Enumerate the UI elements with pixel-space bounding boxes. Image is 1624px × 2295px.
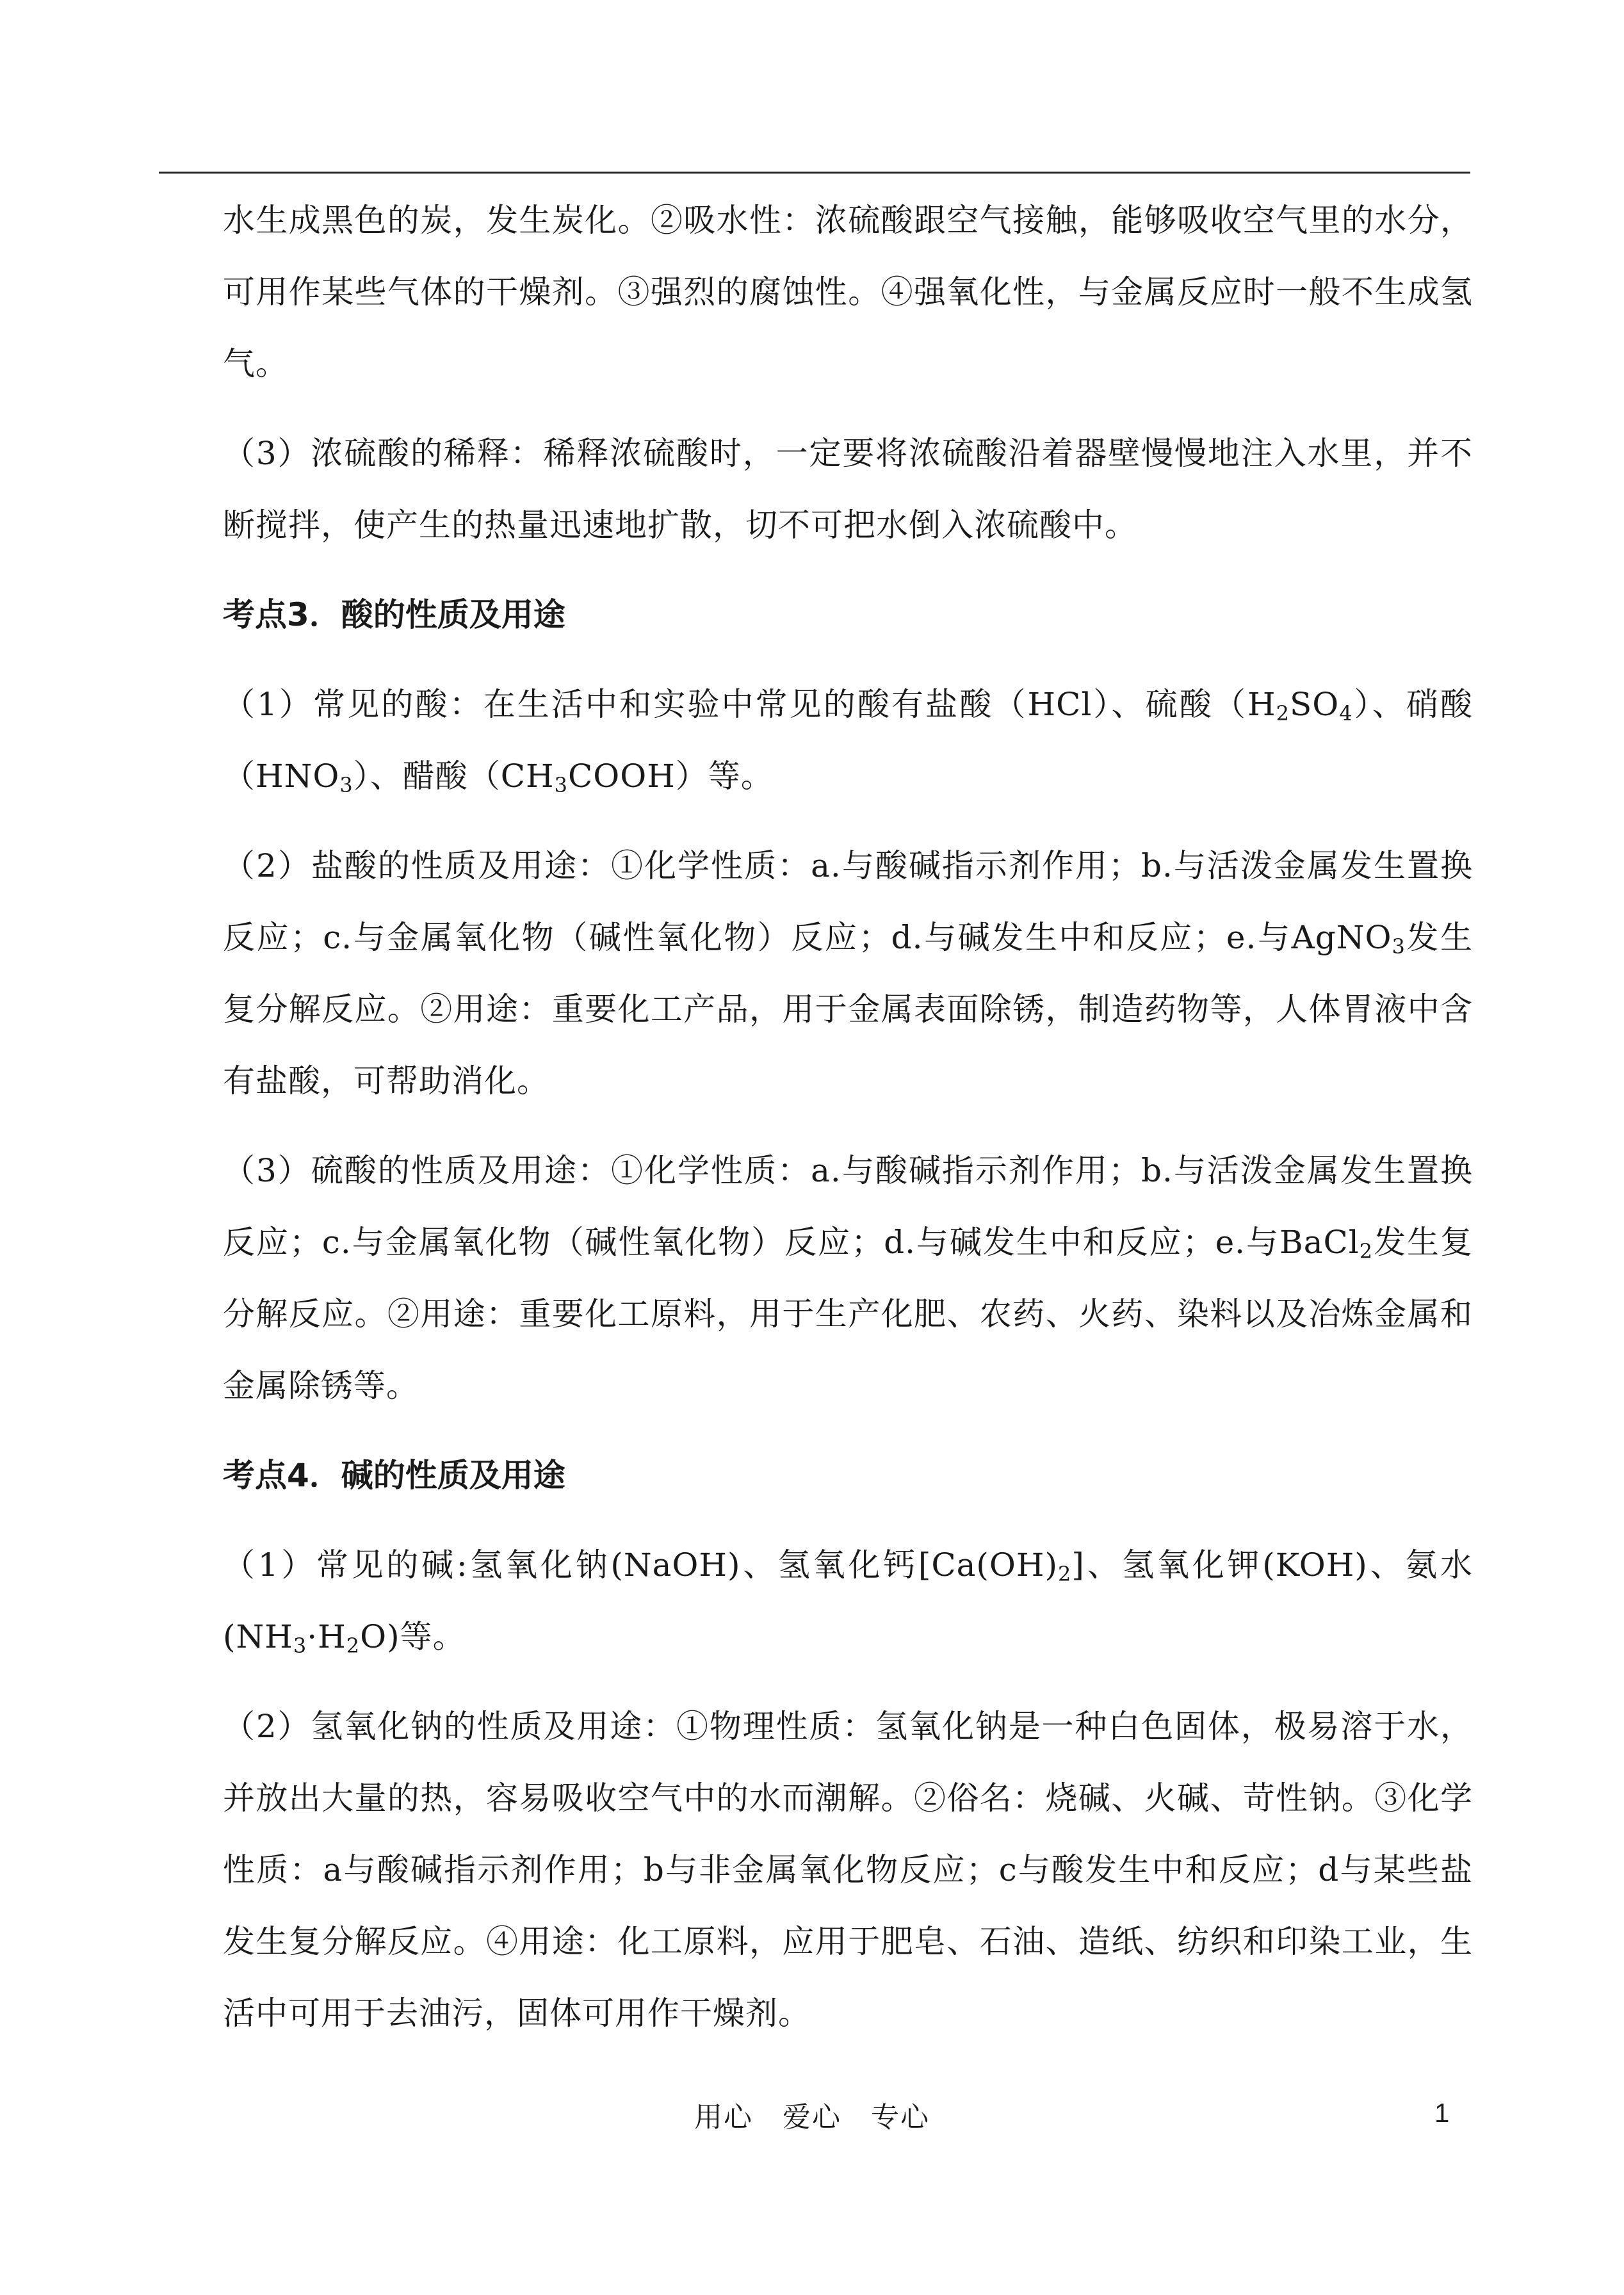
document-body <box>223 184 1473 2049</box>
paragraph-common-bases: （1）常见的碱:氢氧化钠(NaOH)、氢氧化钙$[Ca(OH)_2]$、氢氧化钾(KOH)、氨水$(NH_3\cdot H_2O)$等。 <box>223 1546 1473 1658</box>
paragraph-hydrochloric-acid: （2）盐酸的性质及用途：①化学性质：a.与酸碱指示剂作用；b.与活泼金属发生置换反应；c.与金属氧化物（碱性氧化物）反应；d.与碱发生中和反应；e.与AgNO$_3$发生复分解反应。②用途：重要化工产品，用于金属表面除锈，制造药物等，人体胃液中含有盐酸，可帮助消化。 <box>223 847 1474 1099</box>
heading-topic-3: 考点3．酸的性质及用途 <box>223 596 565 633</box>
paragraph-sulfuric-acid-uses: （3）硫酸的性质及用途：①化学性质：a.与酸碱指示剂作用；b.与活泼金属发生置换反应；c.与金属氧化物（碱性氧化物）反应；d.与碱发生中和反应；e.与BaCl$_2$发生复分解反应。②用途：重要化工原料，用于生产化肥、农药、火药、染料以及冶炼金属和金属除锈等。 <box>223 1152 1473 1404</box>
paragraph-sodium-hydroxide: （2）氢氧化钠的性质及用途：①物理性质：氢氧化钠是一种白色固体，极易溶于水，并放出大量的热，容易吸收空气中的水而潮解。②俗名：烧碱、火碱、苛性钠。③化学性质：a与酸碱指示剂作用；b与非金属氧化物反应；c与酸发生中和反应；d与某些盐发生复分解反应。④用途：化工原料，应用于肥皂、石油、造纸、纺织和印染工业，生活中可用于去油污，固体可用作干燥剂。 <box>223 1708 1473 2032</box>
header-rule <box>159 172 1470 174</box>
heading-topic-4: 考点4．碱的性质及用途 <box>223 1457 565 1494</box>
paragraph-sulfuric-acid-properties: 水生成黑色的炭，发生炭化。②吸水性：浓硫酸跟空气接触，能够吸收空气里的水分，可用作某些气体的干燥剂。③强烈的腐蚀性。④强氧化性，与金属反应时一般不生成氢气。 <box>223 202 1473 382</box>
footer-motto: 用心 爱心 专心 <box>694 2101 930 2134</box>
page-number: 1 <box>1434 2098 1450 2128</box>
paragraph-common-acids: （1）常见的酸：在生活中和实验中常见的酸有盐酸（HCl）、硫酸$(H_2SO_4)$、硝酸$(HNO_3)$、醋酸$(CH_3COOH)$等。 <box>223 686 1474 797</box>
paragraph-dilution: （3）浓硫酸的稀释：稀释浓硫酸时，一定要将浓硫酸沿着器壁慢慢地注入水里，并不断搅拌，使产生的热量迅速地扩散，切不可把水倒入浓硫酸中。 <box>223 435 1473 544</box>
